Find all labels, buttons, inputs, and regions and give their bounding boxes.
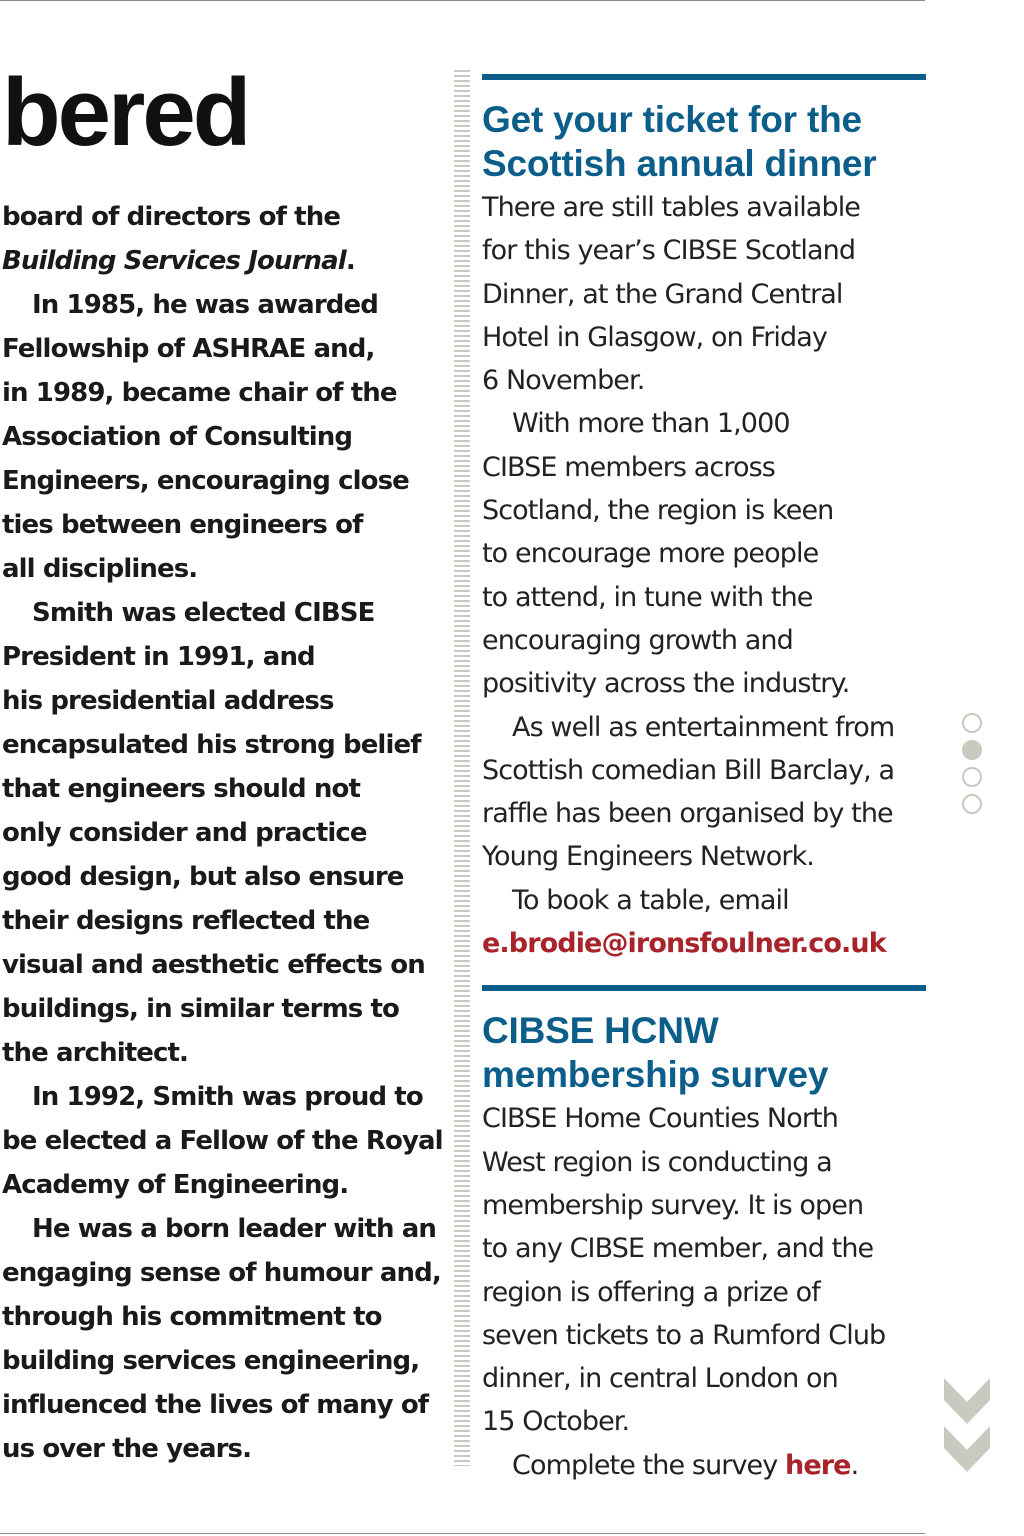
body-line: There are still tables available (482, 192, 861, 223)
body-line: visual and aesthetic effects on (2, 950, 425, 980)
body-line: board of directors of the (2, 202, 341, 232)
body-line: us over the years. (2, 1434, 252, 1464)
section-rule (482, 74, 926, 80)
obituary-column (2, 58, 452, 1471)
dot-icon[interactable] (962, 767, 982, 787)
survey-headline (482, 1009, 926, 1097)
body-line: raffle has been organised by the (482, 798, 893, 830)
survey-cta-text: Complete the survey (512, 1449, 786, 1481)
body-line: Fellowship of ASHRAE and, (2, 334, 375, 364)
body-line: to any CIBSE member, and the (482, 1233, 874, 1265)
body-line: West region is conducting a (482, 1146, 832, 1178)
body-line: in 1989, became chair of the (2, 378, 397, 408)
body-line (482, 1444, 926, 1487)
headline-line: CIBSE HCNW (482, 1010, 719, 1052)
body-line: that engineers should not (2, 774, 360, 804)
dinner-headline (482, 98, 926, 186)
body-line: be elected a Fellow of the Royal (2, 1126, 443, 1156)
body-line: Association of Consulting (2, 422, 353, 452)
body-line: In 1985, he was awarded (32, 290, 378, 320)
body-line: positivity across the industry. (482, 668, 850, 700)
headline-line: Scottish annual dinner (482, 143, 877, 184)
body-line: through his commitment to (2, 1302, 382, 1332)
body-line: the architect. (2, 1038, 189, 1068)
body-line: Engineers, encouraging close (2, 466, 409, 496)
body-line: seven tickets to a Rumford Club (482, 1319, 886, 1351)
body-line: Dinner, at the Grand Central (482, 278, 843, 310)
body-line: to encourage more people (482, 538, 819, 570)
survey-link[interactable]: here (785, 1449, 851, 1481)
body-line: In 1992, Smith was proud to (32, 1082, 423, 1112)
body-line: As well as entertainment from (512, 711, 895, 743)
body-line: buildings, in similar terms to (2, 994, 399, 1024)
headline-line: Get your ticket for the (482, 99, 862, 140)
section-rule (482, 985, 926, 991)
double-chevron-down-icon[interactable] (944, 1378, 990, 1474)
obituary-body (2, 195, 452, 1471)
survey-period: . (850, 1449, 859, 1481)
body-line: encouraging growth and (482, 624, 793, 656)
body-line: only consider and practice (2, 818, 367, 848)
dinner-body (482, 186, 926, 965)
body-line: 15 October. (482, 1406, 630, 1438)
body-line: all disciplines. (2, 554, 198, 584)
body-line: 6 November. (482, 365, 645, 397)
column-divider (454, 70, 470, 1466)
news-column (482, 74, 926, 1487)
body-line: With more than 1,000 (512, 408, 790, 440)
body-line: encapsulated his strong belief (2, 730, 421, 760)
body-line: influenced the lives of many of (2, 1390, 429, 1420)
body-line: building services engineering, (2, 1346, 420, 1376)
body-line: region is offering a prize of (482, 1276, 820, 1308)
body-line: Hotel in Glasgow, on Friday (482, 321, 827, 353)
page-indicator (962, 713, 986, 821)
body-line: for this year’s CIBSE Scotland (482, 235, 856, 267)
body-line: engaging sense of humour and, (2, 1258, 441, 1288)
email-link[interactable]: e.brodie@ironsfoulner.co.uk (482, 928, 886, 960)
body-line: ties between engineers of (2, 510, 363, 540)
body-line: his presidential address (2, 686, 334, 716)
body-line: CIBSE Home Counties North (482, 1103, 838, 1135)
body-line: membership survey. It is open (482, 1189, 864, 1221)
body-line: Scotland, the region is keen (482, 495, 834, 527)
body-line (482, 922, 926, 965)
body-line: dinner, in central London on (482, 1363, 838, 1395)
body-line: good design, but also ensure (2, 862, 404, 892)
journal-name: Building Services Journal (2, 246, 346, 276)
body-line: He was a born leader with an (32, 1214, 436, 1244)
body-line: their designs reflected the (2, 906, 370, 936)
body-line: President in 1991, and (2, 642, 315, 672)
body-line: Young Engineers Network. (482, 841, 814, 873)
dot-icon[interactable] (962, 794, 982, 814)
body-line: to attend, in tune with the (482, 581, 813, 613)
top-rule (0, 0, 925, 1)
survey-section (482, 985, 926, 1487)
bottom-rule (0, 1533, 925, 1534)
body-line: Academy of Engineering. (2, 1170, 349, 1200)
survey-body (482, 1097, 926, 1487)
dinner-section (482, 74, 926, 965)
body-line: Building Services Journal. (2, 246, 355, 276)
dot-icon[interactable] (962, 740, 982, 760)
body-line: Smith was elected CIBSE (32, 598, 375, 628)
body-line: CIBSE members across (482, 451, 775, 483)
headline-line: membership survey (482, 1054, 829, 1096)
body-line: Scottish comedian Bill Barclay, a (482, 754, 895, 786)
article-title-fragment: bered (2, 59, 249, 166)
dot-icon[interactable] (962, 713, 982, 733)
body-line: To book a table, email (512, 884, 789, 916)
